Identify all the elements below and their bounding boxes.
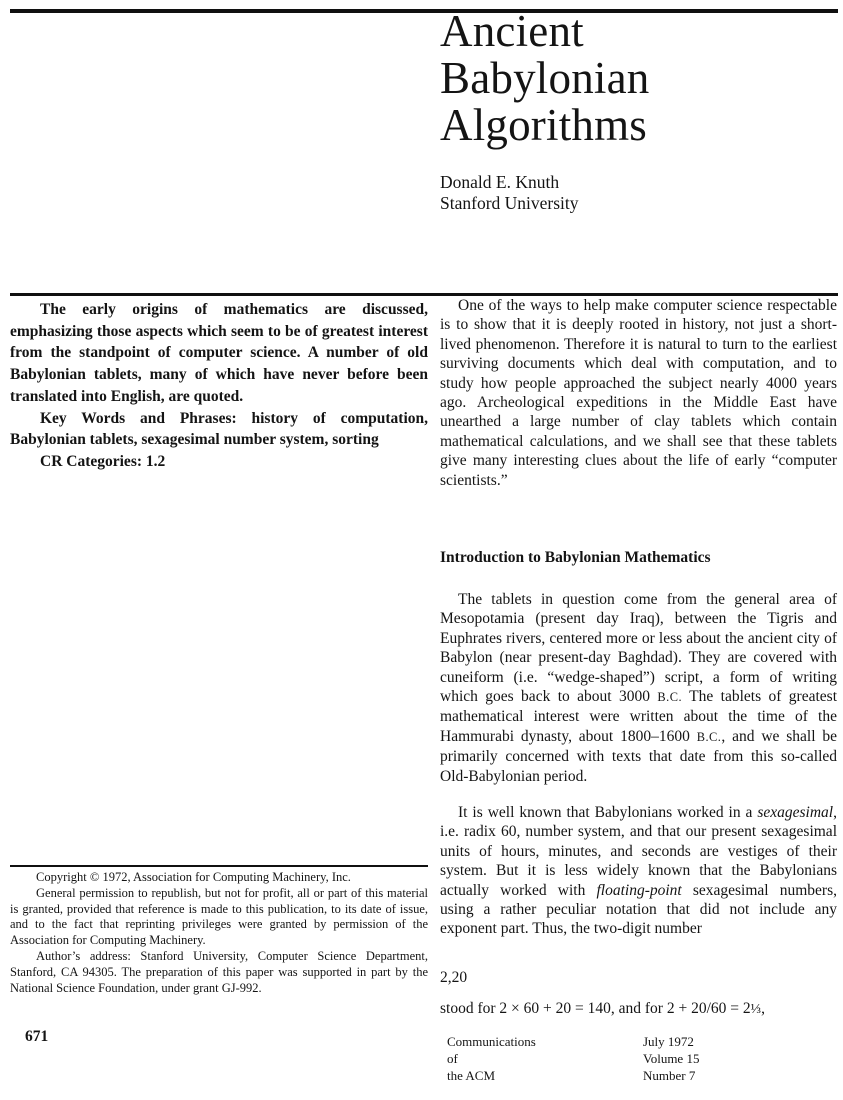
body-paragraph-2-text: The tablets in question come from the general area of Mesopotamia (present day Iraq), between the Tigris and Euphrates rivers, centered more or less about the ancient city of Babylon (near present-day Baghdad). They are covered with cuneiform (i.e. “wedge-shaped”) script, a form of writing which goes back to about 3000 B.C. The tablets of greatest mathematical interest were written about the time of the Hammurabi dynasty, about 1800–1600 B.C., and we shall be primarily concerned with texts that date from this so-called Old-Babylonian period. [440, 591, 838, 785]
title-line-1: Ancient [440, 6, 584, 56]
footnote-rule [10, 865, 428, 867]
masthead-rule [10, 9, 838, 13]
body-paragraph-4: stood for 2 × 60 + 20 = 140, and for 2 + 20/60 = 2⅓, [440, 1000, 765, 1017]
issue-date: July 1972 [643, 1034, 694, 1049]
keywords-text: Key Words and Phrases: history of computation, Babylonian tablets, sexagesimal number system, sorting [10, 409, 428, 449]
body-paragraph-2 [440, 590, 837, 786]
paper-title [440, 8, 649, 149]
author-affiliation: Stanford University [440, 193, 579, 213]
abstract-text: The early origins of mathematics are discussed, emphasizing those aspects which seem to be of greatest interest from the standpoint of computer science. A number of old Babylonian tablets, many of which have never before been translated into English, are quoted. [10, 301, 428, 405]
section-heading: Introduction to Babylonian Mathematics [440, 549, 711, 566]
author-name: Donald E. Knuth [440, 172, 560, 192]
display-expression: 2,20 [440, 969, 468, 986]
author-address-text: Author’s address: Stanford University, Computer Science Department, Stanford, CA 94305. The preparation of this paper was supported in part by the National Science Foundation, under grant GJ-992. [10, 948, 428, 995]
cr-categories-text: CR Categories: 1.2 [40, 452, 166, 470]
page-number: 671 [25, 1028, 49, 1045]
title-line-3: Algorithms [440, 100, 648, 150]
permission-text: General permission to republish, but not for profit, all or part of this material is granted, provided that reference is made to this publication, to its date of issue, and to the fact that reprinting privileges were granted by permission of the Association for Computing Machinery. [10, 885, 428, 948]
copyright-line: Copyright © 1972, Association for Computing Machinery, Inc. [36, 870, 351, 884]
body-paragraph-3-text: It is well known that Babylonians worked in a sexagesimal, i.e. radix 60, number system, and that our present sexagesimal units of hours, minutes, and seconds are vestiges of their system. But it is less widely known that the Babylonians actually worked with floating-point sexagesimal numbers, using a rather peculiar notation that did not include any exponent part. Thus, the two-digit number [440, 804, 837, 938]
abstract [10, 299, 428, 473]
journal-line-2: of [447, 1051, 458, 1067]
title-line-2: Babylonian [440, 53, 650, 103]
body-paragraph-3 [440, 803, 837, 939]
issue-info [643, 1033, 699, 1085]
author-block [440, 172, 579, 214]
body-paragraph-1-text: One of the ways to help make computer science respectable is to show that it is deeply rooted in history, not just a short-lived phenomenon. Therefore it is natural to turn to the earliest surviving documents which deal with computation, and to study how people approached the subject nearly 4000 years ago. Archeological expeditions in the Middle East have unearthed a large number of clay tablets which contain mathematical calculations, and we shall see that these tablets give many interesting clues about the life of early “computer scientists.” [440, 297, 837, 489]
journal-line-3: the ACM [447, 1068, 496, 1084]
body-paragraph-1 [440, 296, 837, 490]
copyright-footnote [10, 870, 428, 996]
journal-name [447, 1033, 536, 1085]
journal-line-1: Communications [447, 1034, 536, 1049]
issue-volume: Volume 15 [643, 1051, 700, 1067]
issue-number: Number 7 [643, 1068, 696, 1084]
